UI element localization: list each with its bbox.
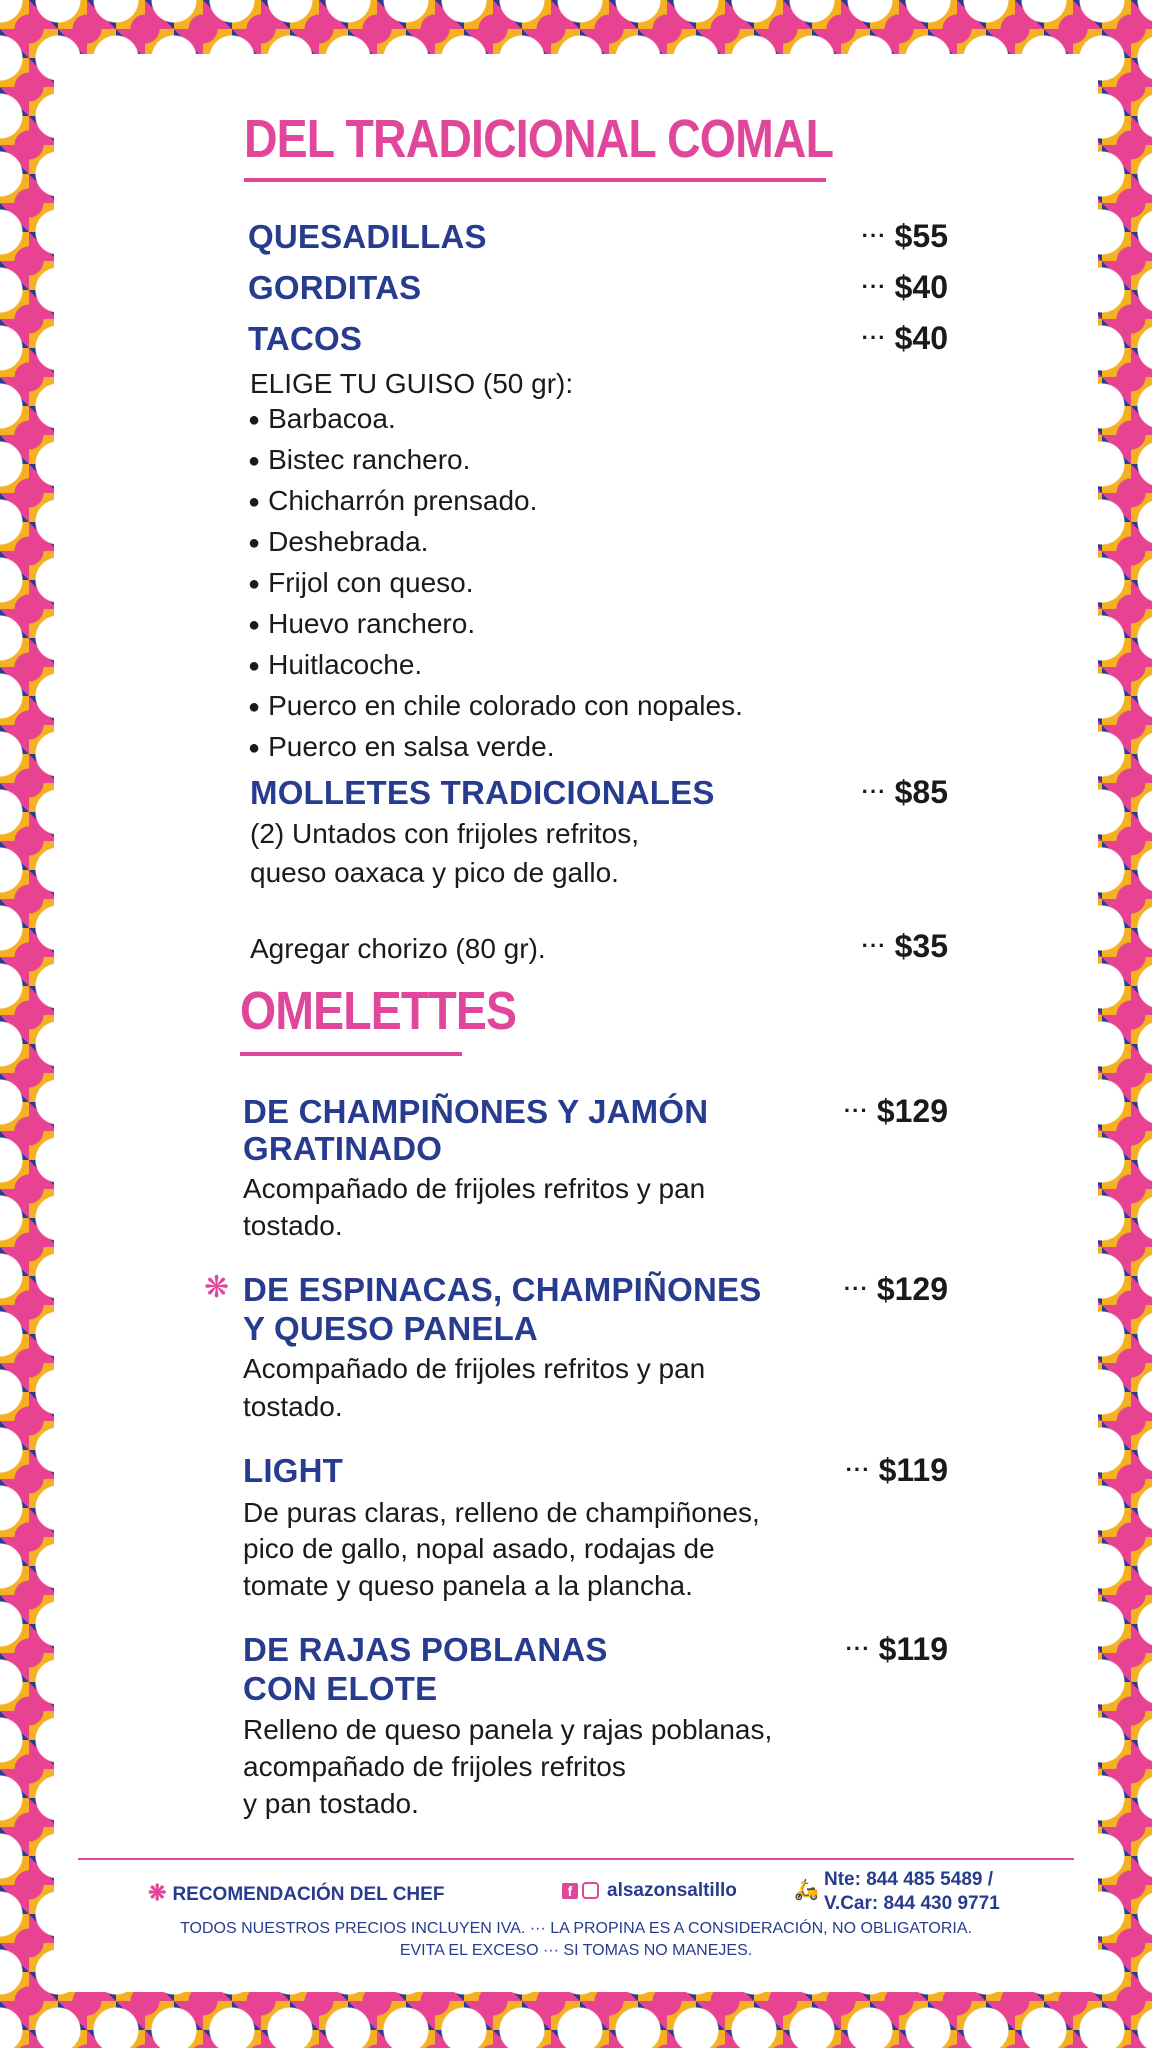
list-item: ● Huitlacoche. [248,646,743,687]
item-name-omelette-rajas: DE RAJAS POBLANAS [243,1631,608,1668]
item-description-line: tostado. [243,1210,343,1241]
extra-chorizo-price: ··· $35 [861,928,948,964]
item-price-omelette-rajas: ··· $119 [845,1631,948,1667]
item-description-line: y pan tostado. [243,1788,419,1819]
social-handle[interactable]: f alsazonsaltillo [562,1880,737,1902]
phone-line: Nte: 844 485 5489 / [824,1869,994,1890]
footer-divider [78,1858,1074,1860]
item-description-line: De puras claras, relleno de champiñones, [243,1497,760,1528]
section-title-tradicional: DEL TRADICIONAL COMAL [244,109,834,169]
item-price-quesadillas: ··· $55 [861,218,948,254]
item-name-gorditas: GORDITAS [248,269,422,306]
chef-recommendation-legend: ❋ RECOMENDACIÓN DEL CHEF [148,1880,445,1905]
section-underline [240,1052,462,1056]
item-name-omelette-light: LIGHT [243,1452,343,1489]
item-name-omelette-espinacas: Y QUESO PANELA [243,1310,538,1347]
list-item: ● Deshebrada. [248,523,743,564]
item-description-line: pico de gallo, nopal asado, rodajas de [243,1533,715,1564]
instagram-icon [582,1882,599,1899]
item-price-omelette-light: ··· $119 [845,1452,948,1488]
section-title-omelettes: OMELETTES [240,981,517,1041]
delivery-motorcycle-icon: 🛵 [794,1879,819,1901]
item-description-line: Relleno de queso panela y rajas poblanas, [243,1714,773,1745]
item-name-omelette-champinones: DE CHAMPIÑONES Y JAMÓN [243,1093,709,1130]
chef-recommendation-icon: ❋ [148,1880,167,1905]
item-description-line: acompañado de frijoles refritos [243,1751,626,1782]
footer-note: EVITA EL EXCESO ··· SI TOMAS NO MANEJES. [399,1942,753,1959]
item-price-molletes: ··· $85 [861,774,948,810]
item-price-omelette-espinacas: ··· $129 [843,1271,948,1307]
extra-chorizo-label: Agregar chorizo (80 gr). [250,933,546,964]
item-name-quesadillas: QUESADILLAS [248,218,487,255]
list-item: ● Frijol con queso. [248,564,743,605]
list-item: ● Huevo ranchero. [248,605,743,646]
item-name-molletes: MOLLETES TRADICIONALES [250,774,715,811]
item-name-omelette-champinones: GRATINADO [243,1130,443,1167]
item-description-line: tomate y queso panela a la plancha. [243,1570,693,1601]
item-name-tacos: TACOS [248,320,363,357]
item-description-line: tostado. [243,1391,343,1422]
list-item: ● Barbacoa. [248,400,743,441]
item-name-omelette-espinacas: DE ESPINACAS, CHAMPIÑONES [243,1271,762,1308]
list-item: ● Puerco en salsa verde. [248,728,743,769]
item-price-gorditas: ··· $40 [861,269,948,305]
molletes-description-line: queso oaxaca y pico de gallo. [250,857,619,888]
molletes-description-line: (2) Untados con frijoles refritos, [250,818,640,849]
list-item: ● Chicharrón prensado. [248,482,743,523]
list-item: ● Bistec ranchero. [248,441,743,482]
item-description-line: Acompañado de frijoles refritos y pan [243,1173,706,1204]
chef-recommendation-icon: ❋ [204,1271,230,1304]
facebook-icon: f [562,1883,578,1899]
item-name-omelette-rajas: CON ELOTE [243,1670,438,1707]
footer-note: TODOS NUESTROS PRECIOS INCLUYEN IVA. ··· LA PROPINA ES A CONSIDERACIÓN, NO OBLIGATORIA. [180,1920,972,1937]
section-underline [244,178,826,182]
item-description-line: Acompañado de frijoles refritos y pan [243,1353,706,1384]
item-price-omelette-champinones: ··· $129 [843,1093,948,1129]
list-item: ● Puerco en chile colorado con nopales. [248,687,743,728]
guiso-intro: ELIGE TU GUISO (50 gr): [250,368,574,399]
guiso-list [248,400,743,769]
phone-line: V.Car: 844 430 9771 [824,1893,1000,1914]
phone-numbers [794,1868,1000,1916]
item-price-tacos: ··· $40 [861,320,948,356]
